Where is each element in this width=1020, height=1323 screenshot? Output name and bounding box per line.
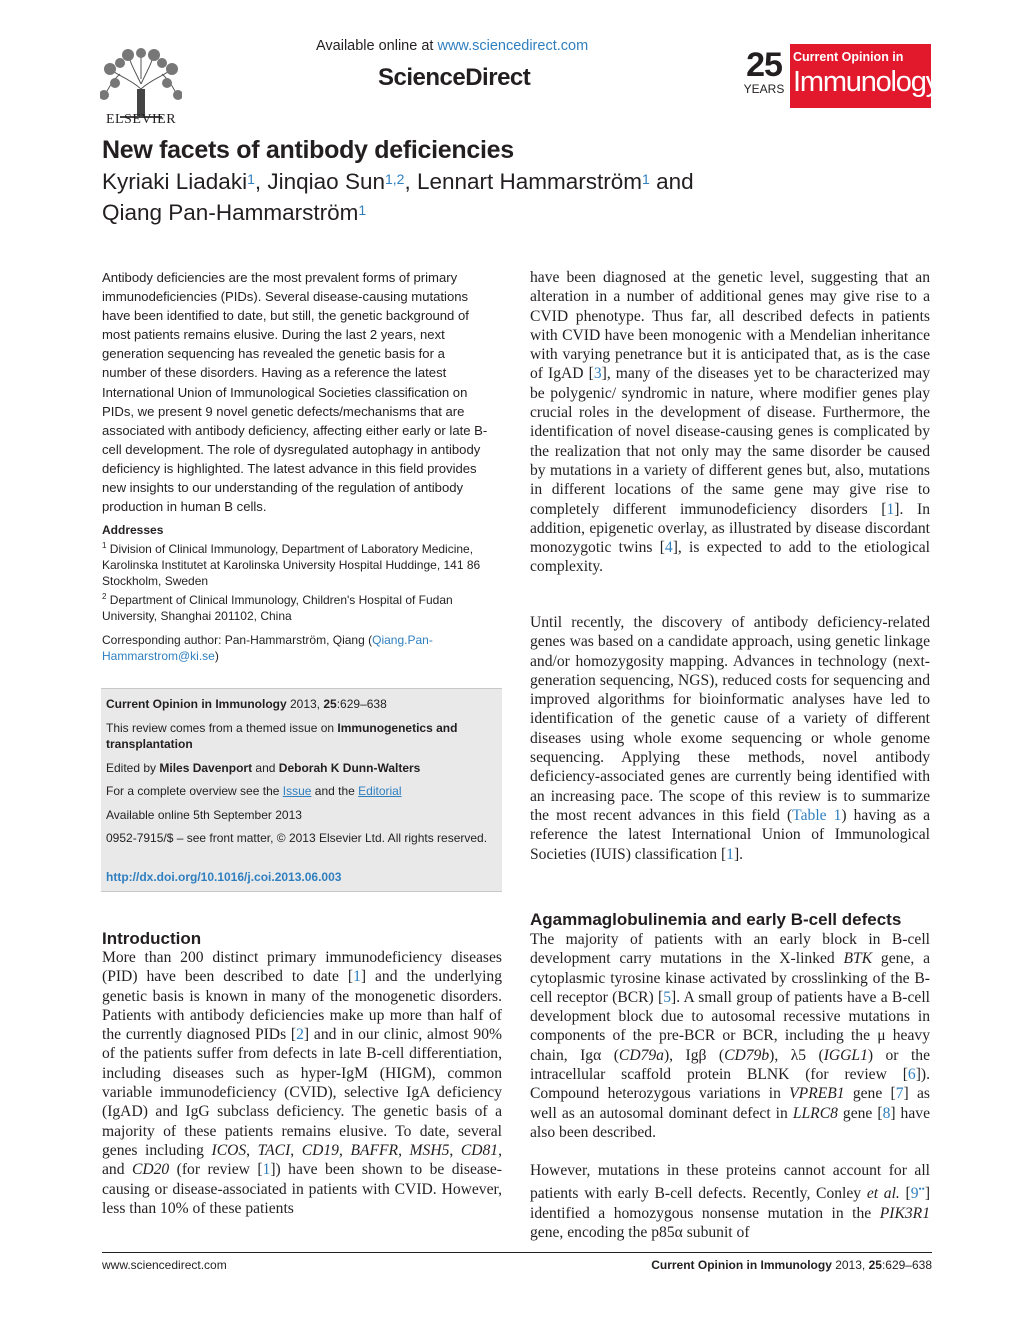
address-number: 1 [102, 541, 107, 550]
theme-name: Immunogenetics and transplantation [106, 721, 458, 751]
available-online-date: Available online 5th September 2013 [106, 808, 302, 822]
address-2 [102, 589, 494, 624]
citation-line [106, 696, 492, 712]
addresses [102, 522, 494, 624]
copyright: 0952-7915/$ – see front matter, © 2013 Elsevier Ltd. All rights reserved. [106, 831, 488, 845]
footer-website: www.sciencedirect.com [102, 1258, 227, 1272]
journal-badge [738, 44, 939, 108]
anniversary-number: 25 [746, 46, 782, 84]
year: 2013, [286, 697, 324, 711]
volume: 25 [323, 697, 337, 711]
corresponding-author [102, 632, 494, 664]
edited-and: and [252, 761, 279, 775]
anniversary-mark [738, 48, 790, 104]
overview-prefix: For a complete overview see the [106, 784, 283, 798]
edited-prefix: Edited by [106, 761, 160, 775]
doi-line [106, 869, 492, 885]
author-separator: and [649, 169, 694, 194]
footer-divider [102, 1252, 932, 1253]
sciencedirect-link[interactable]: www.sciencedirect.com [437, 38, 589, 54]
overview-and: and the [311, 784, 359, 798]
address-1 [102, 538, 494, 589]
footer-year: 2013, [831, 1258, 869, 1272]
author-affiliation[interactable]: 1 [247, 171, 255, 187]
addresses-heading: Addresses [102, 523, 164, 537]
body-paragraph: have been diagnosed at the genetic level, suggesting that an alteration in a number of additional genes may give rise to a CVID phenotype. Thus far, all described defects in patients with CVID have been monogenic with a Mendelian inheritance with varying penetrance but it is anticipated that, as is the case of IgAD [3], many of the diseases yet to be characterized may be polygenic/ syndromic in nature, where modifier genes play crucial roles in the development of disease. Furthermore, the identification of novel disease-causing genes is complicated by the realization that not only may the same disorder be caused by mutations in a variety of different genes but, also, mutations in different locations of the same gene may give rise to completely different immunodeficiency disorders [1]. In addition, epigenetic overlay, as illustrated by disease discordant monozygotic twins [4], is expected to add to the etiological complexity. [530, 269, 930, 576]
theme-prefix: This review comes from a themed issue on [106, 721, 338, 735]
editorial-link[interactable]: Editorial [358, 784, 402, 798]
journal-logo-top: Current Opinion in [793, 50, 904, 64]
author-separator: , [254, 169, 268, 194]
author-separator: , [404, 169, 417, 194]
author: Jinqiao Sun [267, 169, 385, 194]
doi-link[interactable]: http://dx.doi.org/10.1016/j.coi.2013.06.003 [106, 870, 342, 884]
journal-name: Current Opinion in Immunology [106, 697, 287, 711]
body-paragraph: Until recently, the discovery of antibody deficiency-related genes was based on a candidate approach, using genetic linkage and/or homozygosity mapping. Advances in technology (next-generation sequencing, NGS), reduced costs for sequencing and improved algorithms for bioinformatic analyses have led to identification of the genetic cause of a variety of different diseases using whole exome sequencing or whole genome sequencing. Applying these methods, novel antibody deficiency-associated genes are currently being identified with an increasing pace. The scope of this review is to summarize the most recent advances in this field (Table 1) having as a reference the latest International Union of Immunological Societies (IUIS) classification [1]. [530, 614, 931, 863]
author-affiliation[interactable]: 1 [642, 171, 650, 187]
abstract: Antibody deficiencies are the most prevalent forms of primary immunodeficiencies (PIDs). Several disease-causing mutations have been identified to date, but still, the genetic background of most patients remains elusive. During the last 2 years, next generation sequencing has revealed the genetic basis for a number of these disorders. Having as a reference the latest International Union of Immunological Societies classification on PIDs, we present 9 novel genetic defects/mechanisms that are associated with antibody deficiency, affecting either early or late B-cell development. The role of dysregulated autophagy in antibody deficiency is highlighted. The latest advance in this field provides new insights to our understanding of the regulation of antibody production in human B cells. [102, 270, 488, 515]
journal-logo-block [790, 44, 939, 108]
anniversary-years: YEARS [743, 82, 785, 96]
issue-link[interactable]: Issue [282, 784, 312, 798]
address-text: Division of Clinical Immunology, Department of Laboratory Medicine, Karolinska Institutet at Karolinska University Hospital Huddinge, 141 86 Stockholm, Sweden [102, 542, 481, 588]
authors-line-1 [102, 166, 822, 197]
address-number: 2 [102, 592, 107, 601]
address-text: Department of Clinical Immunology, Children's Hospital of Fudan University, Shanghai 201102, China [102, 593, 453, 623]
footer-citation [651, 1258, 932, 1272]
body-paragraph: The majority of patients with an early block in B-cell development carry mutations in the X-linked BTK gene, a cytoplasmic tyrosine kinase activated by crosslinking of the B-cell receptor (BCR) [5]. A small group of patients have a B-cell development block due to autosomal recessive mutations in components of the pre-BCR or BCR, including the μ heavy chain, Igα (CD79a), Igβ (CD79b), λ5 (IGGL1) or the intracellular scaffold protein BLNK (for review [6]). Compound heterozygous variations in VPREB1 gene [7] as well as an autosomal dominant defect in LLRC8 gene [8] have also been described. [530, 931, 931, 1141]
article-title: New facets of antibody deficiencies [102, 136, 514, 164]
author: Lennart Hammarström [416, 169, 643, 194]
footer-volume: 25 [868, 1258, 882, 1272]
corresponding-text: Corresponding author: Pan-Hammarström, Qiang ( [102, 633, 373, 647]
journal-logo-name: Immunology [793, 66, 939, 98]
author: Kyriaki Liadaki [102, 169, 248, 194]
pages: :629–638 [336, 697, 387, 711]
corresponding-close: ) [214, 649, 219, 663]
introduction-heading: Introduction [102, 929, 202, 948]
author: Qiang Pan-Hammarström [102, 200, 359, 225]
available-online [316, 38, 588, 54]
footer-pages: :629–638 [881, 1258, 932, 1272]
footer-journal: Current Opinion in Immunology [651, 1258, 832, 1272]
email-link[interactable]: Qiang.Pan-Hammarstrom@ki.se [102, 633, 433, 663]
authors-line-2 [102, 197, 822, 228]
publisher-name: ELSEVIER [105, 112, 177, 127]
section-heading: Agammaglobulinemia and early B-cell defects [530, 910, 902, 929]
author-list [102, 166, 822, 228]
editor: Miles Davenport [159, 761, 253, 775]
author-affiliation[interactable]: 1 [358, 202, 367, 218]
body-paragraph: However, mutations in these proteins cannot account for all patients with early B-cell defects. Recently, Conley et al. [9••] identified a homozygous nonsense mutation in the PIK3R1 gene, encoding the p85α subunit of [530, 1162, 931, 1242]
available-prefix: Available online at [316, 38, 438, 54]
theme-line [106, 720, 492, 752]
editor: Deborah K Dunn-Walters [278, 761, 421, 775]
author-affiliation[interactable]: 1,2 [384, 171, 405, 187]
introduction-paragraph: More than 200 distinct primary immunodeficiency diseases (PID) have been described to date [1] and the underlying genetic basis is known in many of the monogenetic disorders. Patients with antibody deficiencies make up more than half of the currently diagnosed PIDs [2] and in our clinic, almost 90% of the patients suffer from defects in late B-cell differentiation, including diseases such as hyper-IgM (HIGM), common variable immunodeficiency (CVID), selective IgA deficiency (IgAD) and IgG subclass deficiency. The genetic basis of a majority of these patients remains elusive. To date, several genes including ICOS, TACI, CD19, BAFFR, MSH5, CD81, and CD20 (for review [1]) have been shown to be disease-causing or disease-associated in patients with CVID. However, less than 10% of these patients [102, 949, 503, 1217]
editors-line [106, 760, 492, 776]
sciencedirect-logo: ScienceDirect [378, 64, 531, 91]
article-info-box [101, 688, 502, 892]
overview-line [106, 783, 492, 799]
